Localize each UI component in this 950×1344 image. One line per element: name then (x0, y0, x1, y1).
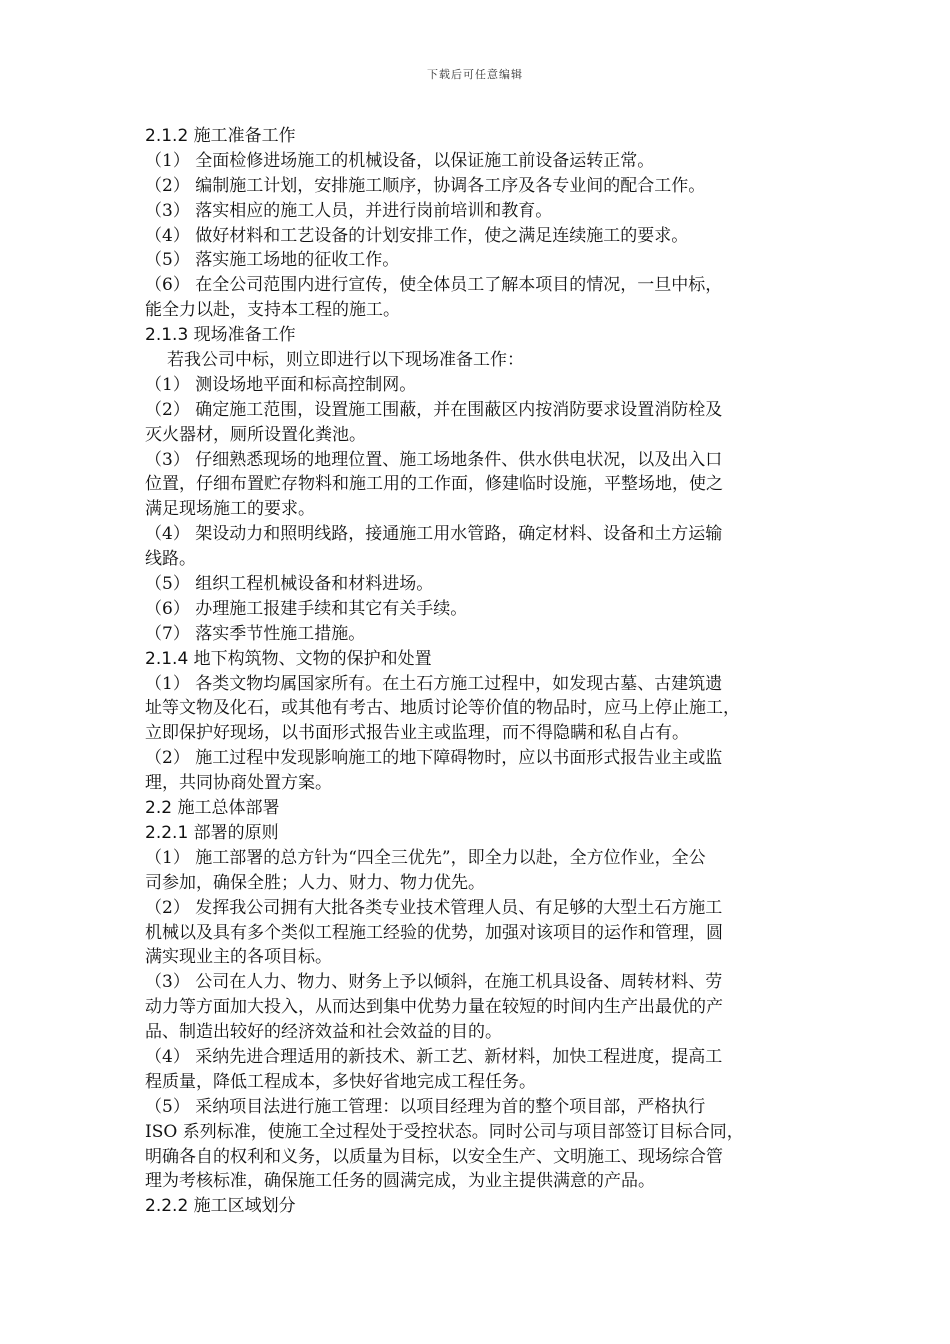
paragraph-line: 理为考核标准，确保施工任务的圆满完成，为业主提供满意的产品。 (145, 1171, 655, 1192)
paragraph-line: 能全力以赴，支持本工程的施工。 (145, 300, 400, 321)
paragraph-line: （5） 组织工程机械设备和材料进场。 (145, 574, 434, 595)
section-heading-2-2-1: 2.2.1 部署的原则 (145, 822, 279, 843)
paragraph-line: 机械以及具有多个类似工程施工经验的优势，加强对该项目的运作和管理，圆 (145, 922, 723, 943)
paragraph-line: （3） 落实相应的施工人员，并进行岗前培训和教育。 (145, 200, 553, 221)
document-body (145, 124, 813, 1219)
paragraph-line: （5） 采纳项目法进行施工管理：以项目经理为首的整个项目部，严格执行 (145, 1096, 706, 1117)
section-heading-2-2-2: 2.2.2 施工区域划分 (145, 1196, 296, 1217)
paragraph-line: （4） 做好材料和工艺设备的计划安排工作，使之满足连续施工的要求。 (145, 225, 689, 246)
paragraph-line: （4） 架设动力和照明线路，接通施工用水管路，确定材料、设备和土方运输 (145, 524, 723, 545)
paragraph-line: （5） 落实施工场地的征收工作。 (145, 250, 400, 271)
paragraph-line: 程质量，降低工程成本，多快好省地完成工程任务。 (145, 1071, 536, 1092)
section-heading-2-1-4: 2.1.4 地下构筑物、文物的保护和处置 (145, 648, 432, 669)
paragraph-line: 线路。 (145, 549, 196, 570)
paragraph-line: （1） 测设场地平面和标高控制网。 (145, 374, 417, 395)
paragraph-line: 立即保护好现场，以书面形式报告业主或监理，而不得隐瞒和私自占有。 (145, 723, 689, 744)
paragraph-line: 址等文物及化石，或其他有考古、地质讨论等价值的物品时，应马上停止施工， (145, 698, 740, 719)
paragraph-line: ISO 系列标准，使施工全过程处于受控状态。同时公司与项目部签订目标合同， (145, 1121, 744, 1142)
section-heading-2-1-2: 2.1.2 施工准备工作 (145, 126, 296, 146)
paragraph-line: 动力等方面加大投入，从而达到集中优势力量在较短的时间内生产出最优的产 (145, 997, 723, 1018)
paragraph-line: （2） 编制施工计划，安排施工顺序，协调各工序及各专业间的配合工作。 (145, 175, 706, 196)
paragraph-line: （2） 发挥我公司拥有大批各类专业技术管理人员、有足够的大型土石方施工 (145, 897, 723, 918)
paragraph-line: （2） 施工过程中发现影响施工的地下障碍物时，应以书面形式报告业主或监 (145, 748, 723, 769)
paragraph-line: 位置，仔细布置贮存物料和施工用的工作面，修建临时设施，平整场地，使之 (145, 474, 723, 495)
paragraph-line: 司参加，确保全胜；人力、财力、物力优先。 (145, 872, 485, 893)
paragraph-line: 满足现场施工的要求。 (145, 499, 315, 520)
paragraph-line: （1） 全面检修进场施工的机械设备，以保证施工前设备运转正常。 (145, 150, 655, 171)
paragraph-line: （1） 各类文物均属国家所有。在土石方施工过程中，如发现古墓、古建筑遗 (145, 673, 723, 694)
paragraph-line: （3） 仔细熟悉现场的地理位置、施工场地条件、供水供电状况，以及出入口 (145, 449, 723, 470)
paragraph-line: （7） 落实季节性施工措施。 (145, 623, 366, 644)
paragraph-line: 明确各自的权利和义务，以质量为目标，以安全生产、文明施工、现场综合管 (145, 1146, 723, 1167)
section-heading-2-2: 2.2 施工总体部署 (145, 798, 280, 819)
paragraph-line: 品、制造出较好的经济效益和社会效益的目的。 (145, 1022, 502, 1043)
paragraph-line: 满实现业主的各项目标。 (145, 947, 332, 968)
paragraph-line: 灭火器材，厕所设置化粪池。 (145, 424, 366, 445)
paragraph-line: （3） 公司在人力、物力、财务上予以倾斜，在施工机具设备、周转材料、劳 (145, 972, 723, 993)
paragraph-line: （6） 在全公司范围内进行宣传，使全体员工了解本项目的情况，一旦中标， (145, 275, 723, 296)
section-heading-2-1-3: 2.1.3 现场准备工作 (145, 325, 296, 346)
paragraph-line: （4） 采纳先进合理适用的新技术、新工艺、新材料，加快工程进度，提高工 (145, 1046, 723, 1067)
paragraph-line: （6） 办理施工报建手续和其它有关手续。 (145, 598, 468, 619)
paragraph-line: 理，共同协商处置方案。 (145, 773, 332, 794)
paragraph-line: 若我公司中标，则立即进行以下现场准备工作： (167, 350, 524, 371)
page-header: 下载后可任意编辑 (427, 68, 523, 81)
paragraph-line: （1） 施工部署的总方针为“四全三优先”，即全力以赴，全方位作业，全公 (145, 847, 706, 868)
paragraph-line: （2） 确定施工范围，设置施工围蔽，并在围蔽区内按消防要求设置消防栓及 (145, 399, 723, 420)
